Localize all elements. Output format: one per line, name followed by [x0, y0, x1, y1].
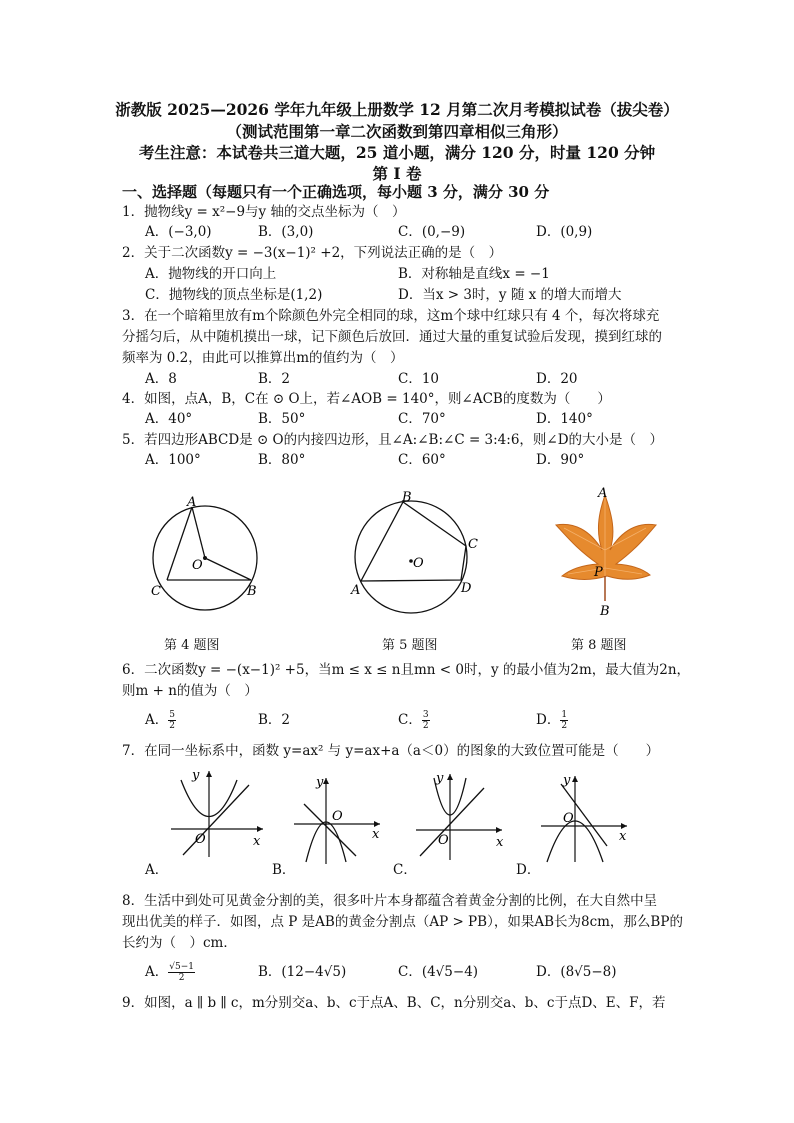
figure-8-caption: 第 8 题图	[571, 638, 627, 653]
q2-option-d: D．当x > 3时，y 随 x 的增大而增大	[398, 287, 622, 303]
q6-c-numerator: 3	[422, 710, 429, 720]
q7d-y-label: y	[563, 773, 571, 788]
q6-option-a	[145, 710, 176, 731]
q4-option-b: B．50°	[258, 411, 306, 427]
q7-option-d: D．	[516, 862, 541, 878]
question-5-stem: 5．若四边形ABCD是 ⊙ O的内接四边形，且∠A:∠B:∠C = 3:4:6，则∠D的大小是（ ）	[122, 432, 664, 448]
q7-option-b: B．	[272, 862, 296, 878]
q2-option-a: A．抛物线的开口向上	[145, 266, 277, 282]
q6-a-numerator: 5	[169, 710, 175, 720]
q8-option-a-label: A．	[145, 964, 169, 980]
q6-option-c	[398, 710, 430, 731]
q7-option-c: C．	[393, 862, 417, 878]
q6-a-denominator: 2	[169, 721, 175, 731]
q8-a-denominator: 2	[178, 973, 185, 983]
exam-notice: 考生注意：本试卷共三道大题，25 道小题，满分 120 分，时量 120 分钟	[138, 143, 656, 162]
q7c-y-label: y	[436, 771, 444, 786]
q2-option-c: C．抛物线的顶点坐标是(1,2)	[145, 287, 323, 303]
q7c-x-label: x	[496, 835, 504, 850]
q7d-origin-label: O	[563, 811, 574, 826]
q6-option-c-label: C．	[398, 712, 422, 728]
q7-option-a: A．	[145, 862, 169, 878]
q3-option-c: C．10	[398, 371, 440, 387]
q6-option-d-fraction	[560, 710, 568, 731]
question-6-line-1: 6．二次函数y = −(x−1)² +5，当m ≤ x ≤ n且mn < 0时，y 的最小值为2m，最大值为2n，	[122, 662, 691, 678]
question-8-line-2: 现出优美的样子．如图，点 P 是AB的黄金分割点（AP > PB），如果AB长为8cm，那么BP的	[122, 914, 683, 930]
q4-option-d: D．140°	[536, 411, 593, 427]
fig5-label-b: B	[402, 490, 412, 505]
figure-q8-leaf	[550, 480, 670, 620]
q7a-y-label: y	[192, 768, 200, 783]
fig4-label-c: C	[151, 584, 161, 599]
q6-option-c-fraction	[422, 710, 430, 731]
q5-option-c: C．60°	[398, 452, 446, 468]
question-8-line-3: 长约为（ ）cm．	[122, 935, 237, 951]
fig5-label-d: D	[461, 581, 472, 596]
q5-option-a: A．100°	[145, 452, 201, 468]
q4-option-a: A．40°	[145, 411, 193, 427]
q3-option-a: A．8	[145, 371, 177, 387]
fig4-label-a: A	[187, 495, 197, 510]
question-3-line-1: 3．在一个暗箱里放有m个除颜色外完全相同的球，这m个球中红球只有 4 个，每次将球充	[122, 308, 660, 324]
fig8-label-b: B	[600, 604, 610, 619]
q7-graph-a	[165, 765, 270, 860]
q1-option-c: C．(0,−9)	[398, 224, 466, 240]
question-7-stem: 7．在同一坐标系中，函数 y=ax² 与 y=ax+a（a＜0）的图象的大致位置可能是（ ）	[122, 743, 660, 759]
figure-5-caption: 第 5 题图	[382, 638, 438, 653]
q6-option-b: B．2	[258, 712, 291, 728]
question-4-stem: 4．如图，点A，B，C在 ⊙ O上，若∠AOB = 140°，则∠ACB的度数为（ ）	[122, 391, 611, 407]
q7a-origin-label: O	[195, 832, 206, 847]
fig8-label-a: A	[598, 486, 608, 501]
q6-option-d	[536, 710, 568, 731]
fig4-label-b: B	[247, 584, 257, 599]
q1-option-b: B．(3,0)	[258, 224, 314, 240]
fig4-label-o: O	[192, 558, 203, 573]
section-heading: 一、选择题（每题只有一个正确选项，每小题 3 分，满分 30 分	[122, 183, 550, 201]
q6-option-d-label: D．	[536, 712, 561, 728]
q7-graph-b	[288, 772, 388, 867]
fig8-label-p: P	[594, 565, 603, 580]
q7c-origin-label: O	[438, 833, 449, 848]
volume-label: 第 I 卷	[372, 164, 422, 183]
question-3-line-3: 频率为 0.2，由此可以推算出m的值约为（ ）	[122, 350, 404, 366]
question-1-stem: 1．抛物线y = x²−9与y 轴的交点坐标为（ ）	[122, 204, 406, 220]
q8-option-a-fraction	[168, 962, 195, 983]
q4-option-c: C．70°	[398, 411, 446, 427]
question-6-line-2: 则m + n的值为（ ）	[122, 683, 258, 699]
q6-option-a-label: A．	[145, 712, 169, 728]
fig5-label-a: A	[351, 583, 361, 598]
q8-option-a	[145, 962, 195, 983]
q7a-x-label: x	[253, 834, 261, 849]
exam-title: 浙教版 2025—2026 学年九年级上册数学 12 月第二次月考模拟试卷（拔尖卷）	[115, 100, 679, 119]
q2-option-b: B．对称轴是直线x = −1	[398, 266, 550, 282]
fig5-label-c: C	[468, 537, 478, 552]
fig5-label-o: O	[413, 556, 424, 571]
q5-option-d: D．90°	[536, 452, 585, 468]
q6-c-denominator: 2	[422, 721, 429, 731]
q5-option-b: B．80°	[258, 452, 306, 468]
q8-option-c: C．(4√5−4)	[398, 964, 479, 980]
q3-option-b: B．2	[258, 371, 291, 387]
question-9-stem: 9．如图，a ∥ b ∥ c，m分别交a、b、c于点A、B、C，n分别交a、b、c于点D、E、F，若	[122, 995, 666, 1011]
question-3-line-2: 分摇匀后，从中随机摸出一球，记下颜色后放回．通过大量的重复试验后发现，摸到红球的	[122, 329, 662, 345]
figure-4-caption: 第 4 题图	[164, 638, 220, 653]
q1-option-d: D．(0,9)	[536, 224, 593, 240]
q7b-y-label: y	[316, 775, 324, 790]
question-2-stem: 2．关于二次函数y = −3(x−1)² +2，下列说法正确的是（ ）	[122, 245, 503, 261]
q1-option-a: A．(−3,0)	[145, 224, 212, 240]
q3-option-d: D．20	[536, 371, 578, 387]
q7d-x-label: x	[619, 829, 627, 844]
q8-a-numerator: √5−1	[169, 962, 194, 972]
q8-option-b: B．(12−4√5)	[258, 964, 347, 980]
question-8-line-1: 8．生活中到处可见黄金分割的美，很多叶片本身都蕴含着黄金分割的比例，在大自然中呈	[122, 893, 658, 909]
q6-d-denominator: 2	[561, 721, 568, 731]
q7b-x-label: x	[372, 827, 380, 842]
q7-graph-d	[535, 770, 635, 865]
figure-q5-circle	[345, 485, 485, 615]
figure-q4-circle	[145, 490, 275, 620]
exam-scope: （测试范围第一章二次函数到第四章相似三角形）	[226, 122, 568, 141]
q7b-origin-label: O	[332, 809, 343, 824]
q6-option-a-fraction	[168, 710, 176, 731]
q8-option-d: D．(8√5−8)	[536, 964, 617, 980]
q6-d-numerator: 1	[561, 710, 568, 720]
q7-graph-c	[410, 768, 510, 863]
